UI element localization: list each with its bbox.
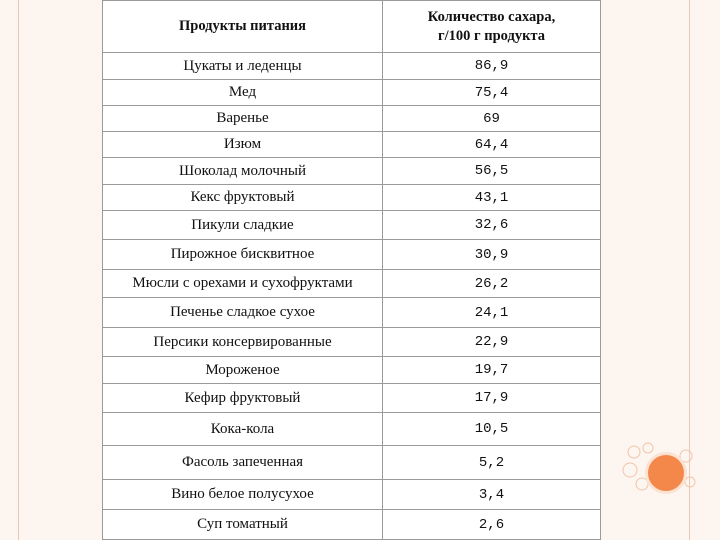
table-row <box>103 328 601 357</box>
product-name-cell: Фасоль запеченная <box>103 446 383 480</box>
product-name-cell: Пикули сладкие <box>103 211 383 240</box>
sugar-value-cell: 32,6 <box>383 211 601 240</box>
sugar-value-cell: 75,4 <box>383 80 601 106</box>
sugar-value-cell: 86,9 <box>383 53 601 80</box>
product-name-cell: Мороженое <box>103 357 383 384</box>
table-row <box>103 132 601 158</box>
sugar-value-cell: 30,9 <box>383 240 601 270</box>
table-row <box>103 80 601 106</box>
table-row <box>103 211 601 240</box>
table-row <box>103 298 601 328</box>
product-name-cell: Печенье сладкое сухое <box>103 298 383 328</box>
table-row <box>103 446 601 480</box>
product-name-cell: Кока-кола <box>103 413 383 446</box>
table-row <box>103 510 601 540</box>
sugar-value-cell: 26,2 <box>383 270 601 298</box>
product-name-cell: Кефир фруктовый <box>103 384 383 413</box>
product-name-cell: Кекс фруктовый <box>103 185 383 211</box>
table-row <box>103 240 601 270</box>
product-name-cell: Мюсли с орехами и сухофруктами <box>103 270 383 298</box>
sugar-value-cell: 5,2 <box>383 446 601 480</box>
product-name-cell: Мед <box>103 80 383 106</box>
header-products: Продукты питания <box>103 1 383 53</box>
sugar-value-cell: 3,4 <box>383 480 601 510</box>
sugar-value-cell: 64,4 <box>383 132 601 158</box>
product-name-cell: Цукаты и леденцы <box>103 53 383 80</box>
header-sugar-amount: Количество сахара, г/100 г продукта <box>383 1 601 53</box>
table-row <box>103 270 601 298</box>
product-name-cell: Пирожное бисквитное <box>103 240 383 270</box>
product-name-cell: Суп томатный <box>103 510 383 540</box>
table-row <box>103 480 601 510</box>
sugar-value-cell: 17,9 <box>383 384 601 413</box>
table-row <box>103 53 601 80</box>
table-row <box>103 357 601 384</box>
table-row <box>103 384 601 413</box>
sugar-value-cell: 2,6 <box>383 510 601 540</box>
sugar-value-cell: 10,5 <box>383 413 601 446</box>
sugar-value-cell: 19,7 <box>383 357 601 384</box>
product-name-cell: Варенье <box>103 106 383 132</box>
product-name-cell: Вино белое полусухое <box>103 480 383 510</box>
sugar-value-cell: 56,5 <box>383 158 601 185</box>
sugar-value-cell: 22,9 <box>383 328 601 357</box>
table-row <box>103 158 601 185</box>
product-name-cell: Персики консервированные <box>103 328 383 357</box>
table-row <box>103 106 601 132</box>
sugar-value-cell: 69 <box>383 106 601 132</box>
product-name-cell: Изюм <box>103 132 383 158</box>
product-name-cell: Шоколад молочный <box>103 158 383 185</box>
sugar-value-cell: 43,1 <box>383 185 601 211</box>
table-row <box>103 413 601 446</box>
table-row <box>103 185 601 211</box>
sugar-content-table <box>102 0 601 540</box>
accent-circle <box>645 452 687 494</box>
sugar-value-cell: 24,1 <box>383 298 601 328</box>
table-header-row <box>103 1 601 53</box>
